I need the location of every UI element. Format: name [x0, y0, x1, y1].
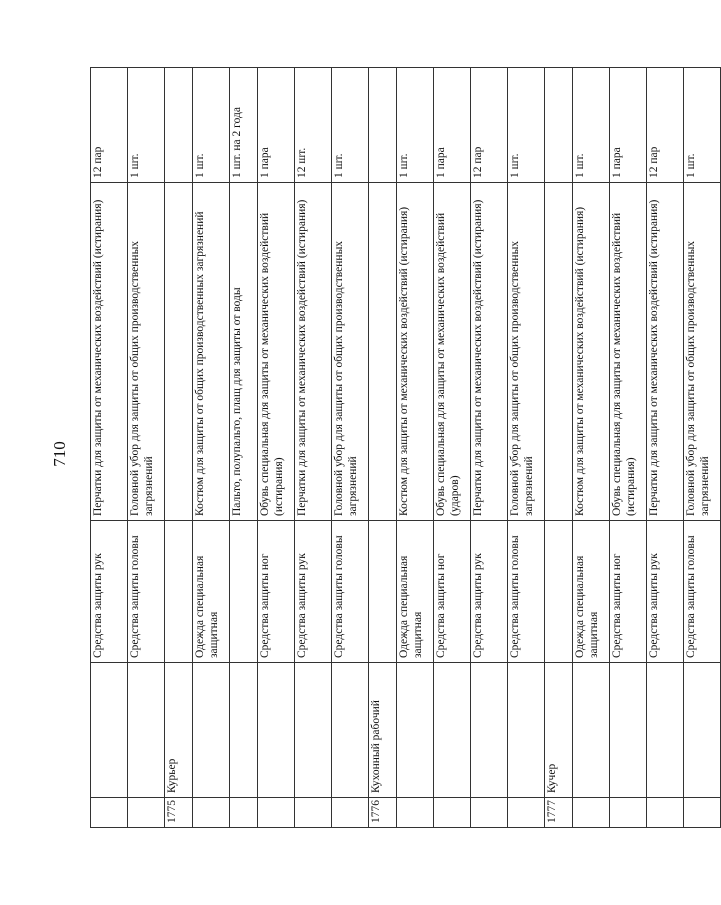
- profession-cell: [332, 663, 369, 798]
- category-cell: [369, 521, 397, 663]
- item-number-cell: 1775: [165, 798, 193, 828]
- category-cell: [230, 521, 258, 663]
- item-cell: Обувь специальная для защиты от механических воздействий (истирания): [610, 183, 647, 521]
- page-number: 710: [50, 441, 69, 467]
- item-cell: [165, 183, 193, 521]
- item-number-cell: [230, 798, 258, 828]
- category-cell: Средства защиты рук: [295, 521, 332, 663]
- norm-cell: [545, 68, 573, 183]
- category-cell: [545, 521, 573, 663]
- category-cell: Средства защиты ног: [434, 521, 471, 663]
- norm-cell: 1 шт.: [573, 68, 610, 183]
- item-number-cell: [508, 798, 545, 828]
- profession-cell: [230, 663, 258, 798]
- table-row: [647, 68, 684, 828]
- item-cell: Костюм для защиты от механических воздействий (истирания): [397, 183, 434, 521]
- table-row: [397, 68, 434, 828]
- item-number-cell: [573, 798, 610, 828]
- item-number-cell: [647, 798, 684, 828]
- norm-cell: 12 пар: [91, 68, 128, 183]
- item-number-cell: [332, 798, 369, 828]
- item-cell: Головной убор для защиты от общих производственных загрязнений: [508, 183, 545, 521]
- category-cell: Одежда специальная защитная: [193, 521, 230, 663]
- norm-cell: 1 шт.: [193, 68, 230, 183]
- item-cell: Обувь специальная для защиты от механических воздействий (истирания): [258, 183, 295, 521]
- item-cell: [369, 183, 397, 521]
- norm-cell: 12 пар: [471, 68, 508, 183]
- profession-cell: [684, 663, 721, 798]
- item-number-cell: [684, 798, 721, 828]
- table-row: [573, 68, 610, 828]
- category-cell: Средства защиты головы: [508, 521, 545, 663]
- table-row: [193, 68, 230, 828]
- item-cell: Перчатки для защиты от механических воздействий (истирания): [647, 183, 684, 521]
- norm-cell: 1 пара: [258, 68, 295, 183]
- profession-cell: [193, 663, 230, 798]
- item-cell: [545, 183, 573, 521]
- table-row: [610, 68, 647, 828]
- item-cell: Перчатки для защиты от механических воздействий (истирания): [471, 183, 508, 521]
- item-cell: Пальто, полупальто, плащ для защиты от воды: [230, 183, 258, 521]
- profession-cell: Кухонный рабочий: [369, 663, 397, 798]
- table-row: [545, 68, 573, 828]
- category-cell: Одежда специальная защитная: [573, 521, 610, 663]
- norm-cell: [165, 68, 193, 183]
- norm-cell: 1 шт.: [397, 68, 434, 183]
- norm-cell: 1 пара: [610, 68, 647, 183]
- norm-cell: 1 шт.: [332, 68, 369, 183]
- profession-cell: [258, 663, 295, 798]
- norm-cell: 1 шт.: [128, 68, 165, 183]
- norm-cell: 1 шт.: [508, 68, 545, 183]
- profession-cell: [610, 663, 647, 798]
- item-cell: Головной убор для защиты от общих производственных загрязнений: [684, 183, 721, 521]
- table-row: [684, 68, 721, 828]
- norm-cell: [369, 68, 397, 183]
- category-cell: Средства защиты головы: [332, 521, 369, 663]
- item-cell: Головной убор для защиты от общих производственных загрязнений: [332, 183, 369, 521]
- profession-cell: [91, 663, 128, 798]
- category-cell: Средства защиты головы: [128, 521, 165, 663]
- item-number-cell: [193, 798, 230, 828]
- table-row: [508, 68, 545, 828]
- item-number-cell: 1777: [545, 798, 573, 828]
- table-body: [91, 68, 721, 828]
- profession-cell: [397, 663, 434, 798]
- table-row: [258, 68, 295, 828]
- profession-cell: Курьер: [165, 663, 193, 798]
- profession-cell: [434, 663, 471, 798]
- norm-cell: 1 шт. на 2 года: [230, 68, 258, 183]
- item-number-cell: [295, 798, 332, 828]
- item-cell: Костюм для защиты от механических воздействий (истирания): [573, 183, 610, 521]
- category-cell: Средства защиты ног: [610, 521, 647, 663]
- item-number-cell: [610, 798, 647, 828]
- item-cell: Костюм для защиты от общих производственных загрязнений: [193, 183, 230, 521]
- table-row: [230, 68, 258, 828]
- table-row: [128, 68, 165, 828]
- profession-cell: [508, 663, 545, 798]
- table-row: [434, 68, 471, 828]
- item-number-cell: [128, 798, 165, 828]
- profession-cell: [647, 663, 684, 798]
- category-cell: Средства защиты рук: [647, 521, 684, 663]
- category-cell: Средства защиты рук: [91, 521, 128, 663]
- item-number-cell: [434, 798, 471, 828]
- norm-cell: 1 пара: [434, 68, 471, 183]
- norm-cell: 12 пар: [647, 68, 684, 183]
- category-cell: Средства защиты головы: [684, 521, 721, 663]
- norm-cell: 1 шт.: [684, 68, 721, 183]
- item-number-cell: [258, 798, 295, 828]
- item-cell: Головной убор для защиты от общих производственных загрязнений: [128, 183, 165, 521]
- table-row: [369, 68, 397, 828]
- item-number-cell: 1776: [369, 798, 397, 828]
- category-cell: Одежда специальная защитная: [397, 521, 434, 663]
- profession-cell: [128, 663, 165, 798]
- table-row: [165, 68, 193, 828]
- profession-cell: Кучер: [545, 663, 573, 798]
- item-number-cell: [397, 798, 434, 828]
- profession-cell: [471, 663, 508, 798]
- category-cell: Средства защиты рук: [471, 521, 508, 663]
- ppe-norms-table: [90, 67, 721, 828]
- rotated-table-content: [90, 68, 711, 828]
- category-cell: [165, 521, 193, 663]
- item-cell: Обувь специальная для защиты от механических воздействий (ударов): [434, 183, 471, 521]
- item-cell: Перчатки для защиты от механических воздействий (истирания): [295, 183, 332, 521]
- table-row: [295, 68, 332, 828]
- table-row: [332, 68, 369, 828]
- item-number-cell: [91, 798, 128, 828]
- item-cell: Перчатки для защиты от механических воздействий (истирания): [91, 183, 128, 521]
- item-number-cell: [471, 798, 508, 828]
- category-cell: Средства защиты ног: [258, 521, 295, 663]
- profession-cell: [295, 663, 332, 798]
- table-row: [91, 68, 128, 828]
- norm-cell: 12 шт.: [295, 68, 332, 183]
- table-row: [471, 68, 508, 828]
- profession-cell: [573, 663, 610, 798]
- rotated-table-frame: [90, 68, 711, 828]
